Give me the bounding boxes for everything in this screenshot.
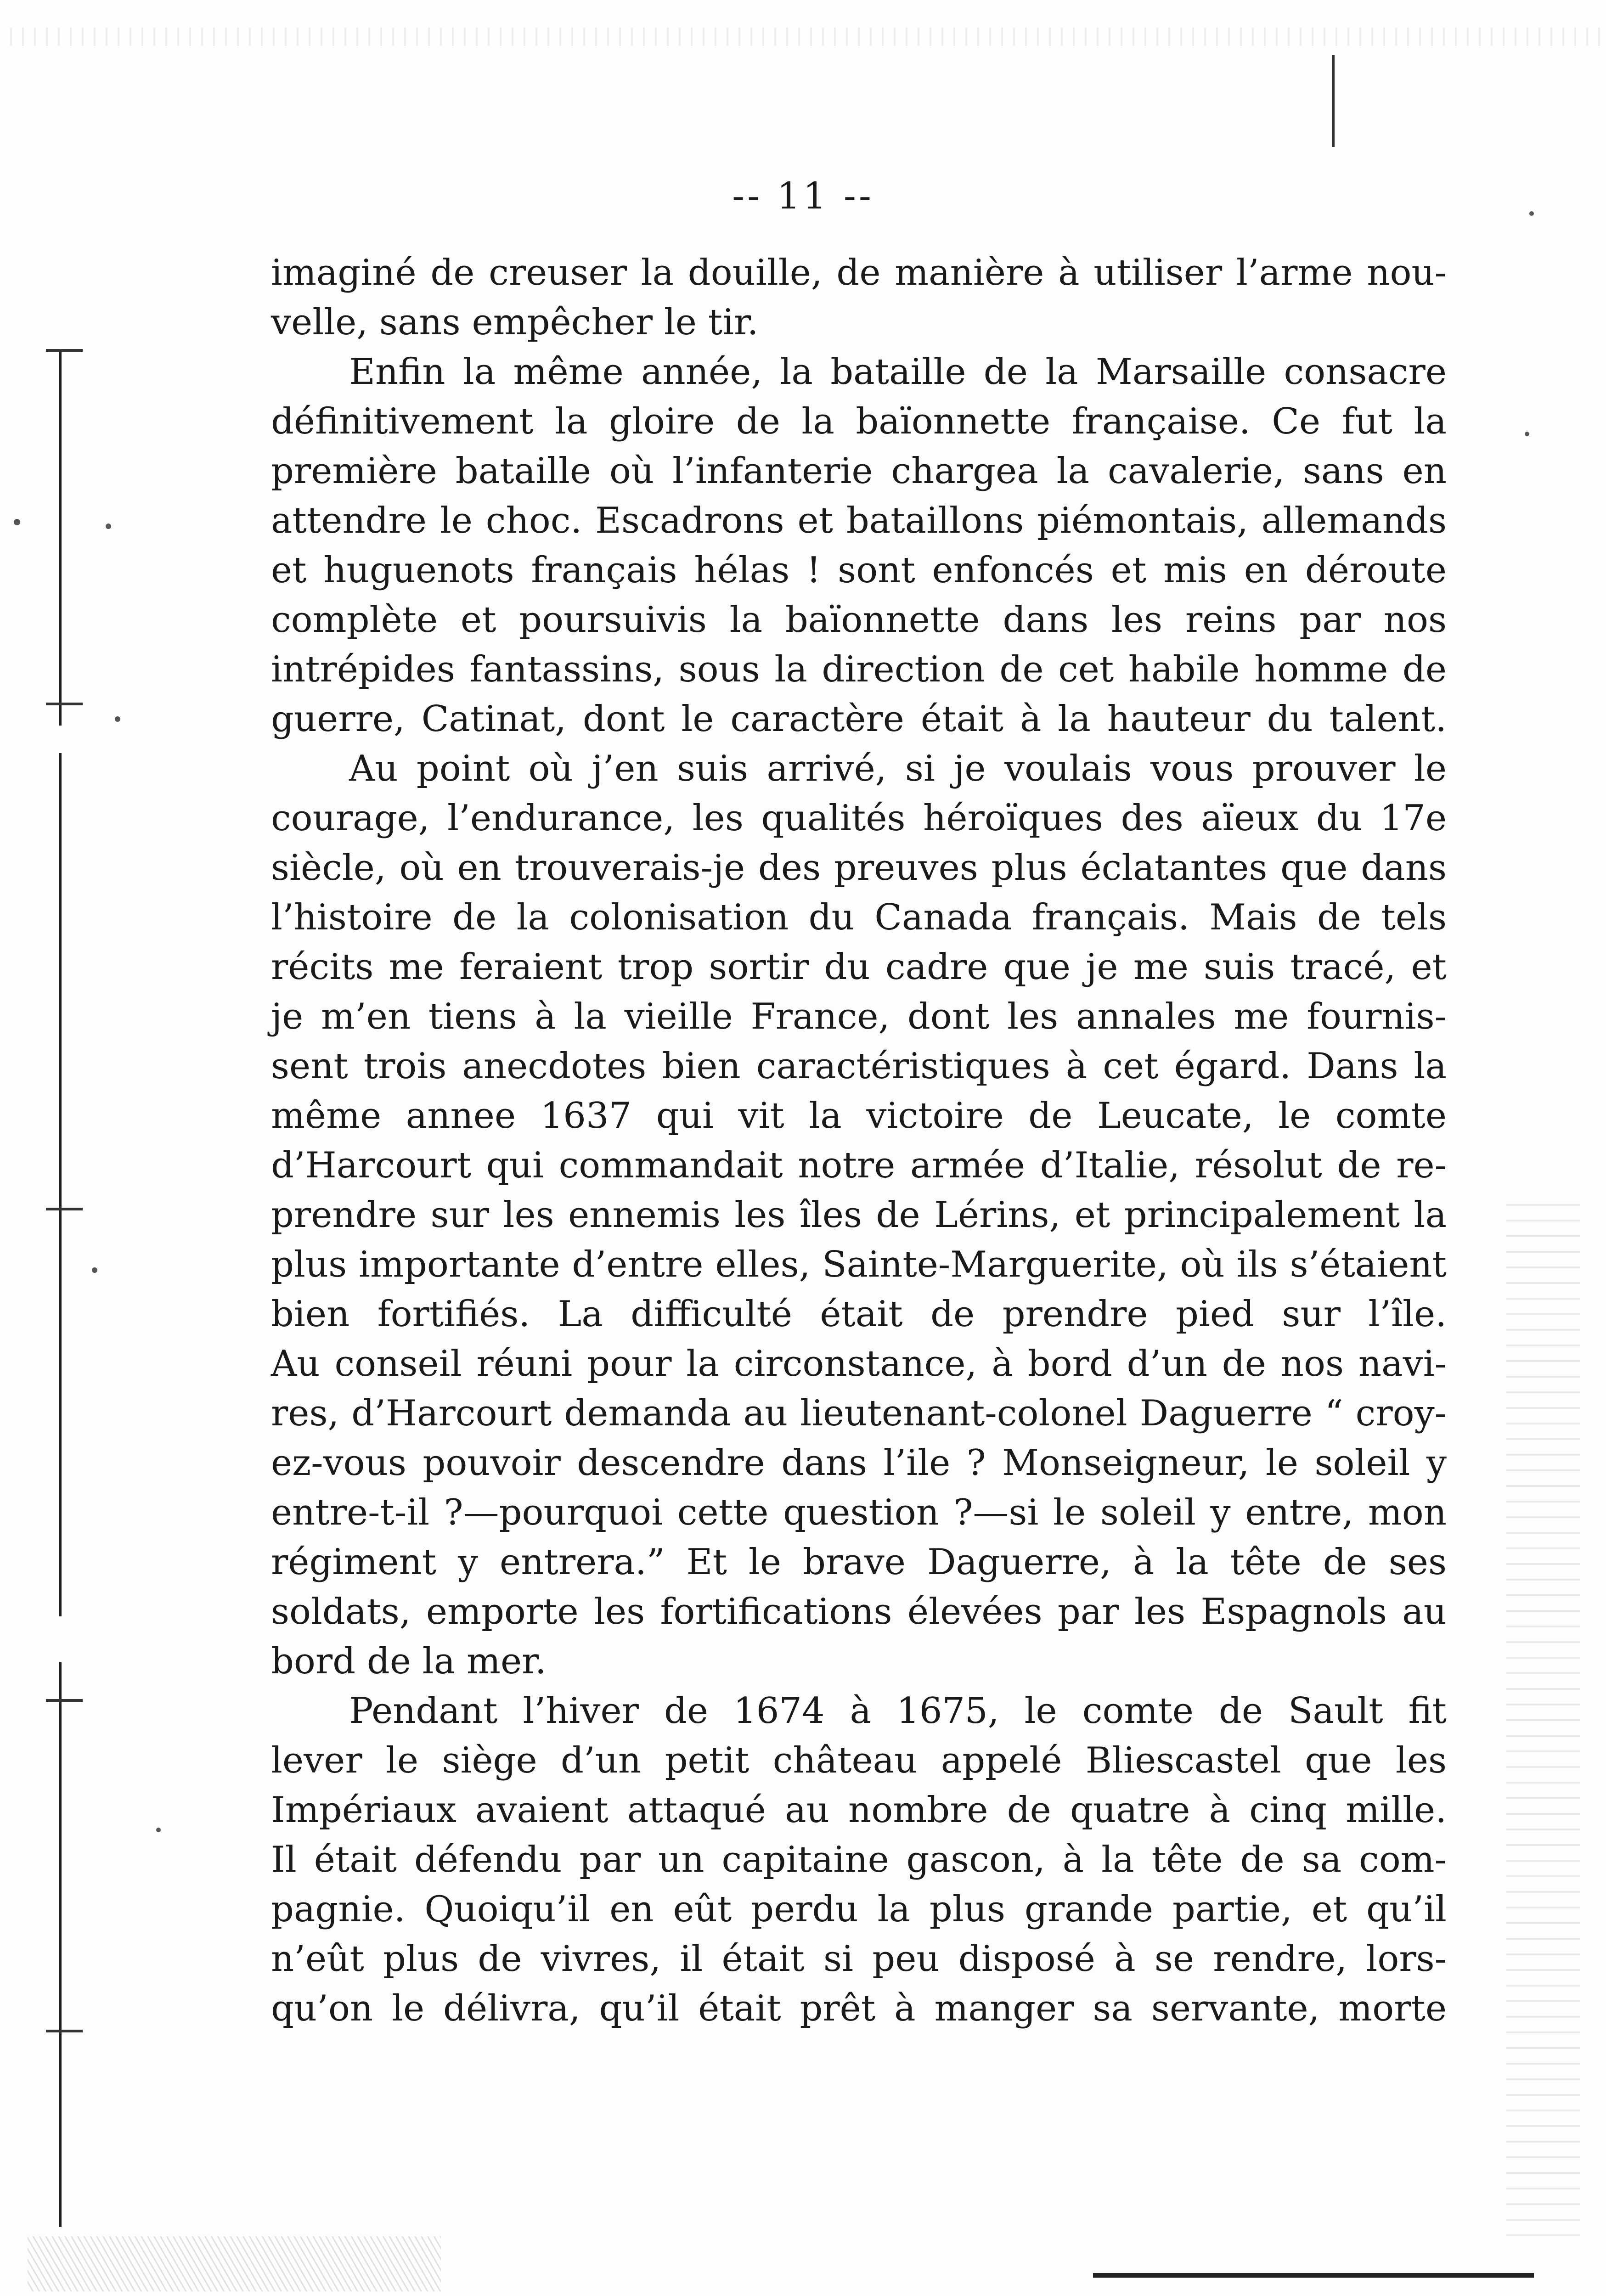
text-line: récits me feraient trop sortir du cadre que je me suis tracé, et <box>271 946 1447 988</box>
text-line: Pendant l’hiver de 1674 à 1675, le comte de Sault fit <box>349 1690 1447 1732</box>
text-line: entre-t-il ?—pourquoi cette question ?—si le soleil y entre, mon <box>271 1492 1447 1533</box>
text-line: imaginé de creuser la douille, de manière à utiliser l’arme nou- <box>271 252 1447 293</box>
scan-speck <box>14 519 20 525</box>
page-number: -- 11 -- <box>732 174 874 217</box>
scan-mark-top-right <box>1332 55 1335 147</box>
body-text <box>271 248 1447 2033</box>
text-line: Au point où j’en suis arrivé, si je voulais vous prouver le <box>349 748 1447 789</box>
binding-tick-2 <box>46 703 83 705</box>
text-line: courage, l’endurance, les qualités héroïques des aïeux du 17e <box>271 798 1447 839</box>
scan-speck <box>156 1828 161 1832</box>
text-line: d’Harcourt qui commandait notre armée d’Italie, résolut de re- <box>271 1145 1447 1186</box>
text-line: velle, sans empêcher le tir. <box>271 302 759 343</box>
text-line: première bataille où l’infanterie chargea la cavalerie, sans en <box>271 450 1447 492</box>
text-line: ez-vous pouvoir descendre dans l’ile ? Monseigneur, le soleil y <box>271 1442 1447 1484</box>
text-line: régiment y entrera.” Et le brave Daguerre, à la tête de ses <box>271 1542 1447 1583</box>
binding-tick-1 <box>46 349 83 352</box>
text-line: même annee 1637 qui vit la victoire de Leucate, le comte <box>271 1095 1447 1137</box>
text-line: et huguenots français hélas ! sont enfoncés et mis en déroute <box>271 550 1447 591</box>
scan-speck <box>92 1267 97 1273</box>
text-line: soldats, emporte les fortifications élevées par les Espagnols au <box>271 1591 1447 1632</box>
scan-noise-bottom <box>28 2236 441 2291</box>
binding-rule-left-1 <box>59 349 62 726</box>
text-line: l’histoire de la colonisation du Canada français. Mais de tels <box>271 897 1447 938</box>
text-line: Enfin la même année, la bataille de la Marsaille consacre <box>349 351 1447 393</box>
text-line: définitivement la gloire de la baïonnette française. Ce fut la <box>271 401 1447 442</box>
bottom-rule <box>1093 2273 1534 2278</box>
text-line: siècle, où en trouverais-je des preuves plus éclatantes que dans <box>271 847 1447 889</box>
text-line: je m’en tiens à la vieille France, dont les annales me fournis- <box>271 996 1447 1037</box>
binding-tick-4 <box>46 1699 83 1702</box>
text-line: Au conseil réuni pour la circonstance, à bord d’un de nos navi- <box>271 1343 1447 1384</box>
text-line: lever le siège d’un petit château appelé Bliescastel que les <box>271 1740 1447 1781</box>
text-line: bien fortifiés. La difficulté était de prendre pied sur l’île. <box>271 1294 1447 1335</box>
scan-noise-right <box>1506 1194 1580 2250</box>
text-line: intrépides fantassins, sous la direction de cet habile homme de <box>271 649 1447 690</box>
binding-rule-left-2 <box>59 753 62 1616</box>
text-line: plus importante d’entre elles, Sainte-Marguerite, où ils s’étaient <box>271 1244 1447 1285</box>
text-line: Il était défendu par un capitaine gascon, à la tête de sa com- <box>271 1839 1447 1880</box>
text-line: n’eût plus de vivres, il était si peu disposé à se rendre, lors- <box>271 1938 1447 1980</box>
scan-noise-top <box>0 28 1606 46</box>
text-line: prendre sur les ennemis les îles de Lérins, et principalement la <box>271 1194 1447 1236</box>
text-line: attendre le choc. Escadrons et bataillons piémontais, allemands <box>271 500 1447 541</box>
text-line: bord de la mer. <box>271 1641 547 1682</box>
scan-speck <box>1525 432 1529 436</box>
scan-speck <box>115 716 120 722</box>
text-line: Impériaux avaient attaqué au nombre de quatre à cinq mille. <box>271 1790 1447 1831</box>
text-line: guerre, Catinat, dont le caractère était à la hauteur du talent. <box>271 698 1447 740</box>
text-line: res, d’Harcourt demanda au lieutenant-colonel Daguerre “ croy- <box>271 1393 1447 1434</box>
binding-tick-5 <box>46 2030 83 2032</box>
text-line: pagnie. Quoiqu’il en eût perdu la plus grande partie, et qu’il <box>271 1889 1447 1930</box>
scan-speck <box>106 523 111 529</box>
binding-rule-left-3 <box>59 1662 62 2227</box>
text-line: sent trois anecdotes bien caractéristiques à cet égard. Dans la <box>271 1046 1447 1087</box>
binding-tick-3 <box>46 1208 83 1210</box>
text-line: complète et poursuivis la baïonnette dans les reins par nos <box>271 599 1447 641</box>
text-line: qu’on le délivra, qu’il était prêt à manger sa servante, morte <box>271 1988 1447 2029</box>
